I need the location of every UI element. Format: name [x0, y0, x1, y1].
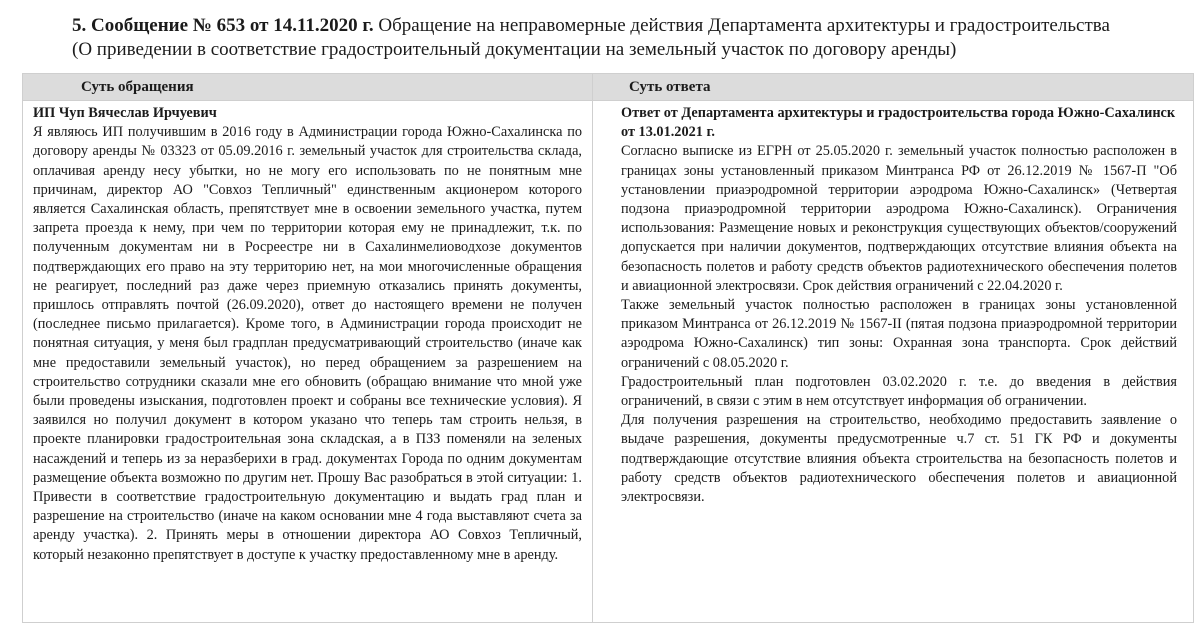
- response-paragraph: Согласно выписке из ЕГРН от 25.05.2020 г. земельный участок полностью расположен в границах зоны установленный приказом Минтранса РФ от 26.12.2019 № 1567-П "Об установлении приаэродромной территории аэродрома Южно-Сахалинск» (Четвертая подзона приаэродромной территории аэродрома Южно-Сахалинск). Ограничения использования: Размещение новых и реконструкция существующих объектов/сооружений допускается при наличии документов, подтверждающих отсутствие влияния объекта на безопасность полетов и работу средств объектов радиотехнического обеспечения полетов и авиационной электросвязи. Срок действия ограничений с 22.04.2020 г.: [621, 143, 1177, 294]
- response-body: [593, 101, 1193, 507]
- appeal-author: ИП Чуп Вячеслав Ирчуевич: [33, 105, 217, 121]
- message-subject: Обращение на неправомерные действия Департамента архитектуры и градостроительства: [373, 15, 1110, 36]
- response-column-heading: Суть ответа: [593, 74, 1193, 101]
- appeal-column: [23, 74, 593, 622]
- response-paragraph: Градостроительный план подготовлен 03.02.2020 г. т.е. до введения в действия ограничений, в связи с этим в нем отсутствует информация об ограничении.: [621, 373, 1177, 410]
- appeal-table: [22, 73, 1194, 623]
- appeal-text: Я являюсь ИП получившим в 2016 году в Администрации города Южно-Сахалинска по договору аренды № 03323 от 05.09.2016 г. земельный участок для строительства склада, оплачивая аренду несу убытки, но не могу его использовать по не понятным мне причинам, директор АО "Совхоз Тепличный" единственным акционером которого является Сахалинская область, препятствует мне в освоении земельного участка, путем запрета проезда к нему, при чем по территории которая ему не принадлежит, т.к. по полученным документам ни в Росреестре ни в Сахалинмелиоводхозе документов подтверждающих его право на эту территорию нет, на мои многочисленные обращения не реагирует, последний раз даже через приемную отказались принять документы, пришлось отправлять почтой (26.09.2020), ответ до настоящего времени не получен (последнее письмо прилагается). Кроме того, в Администрации города происходит не понятная ситуация, у меня был градплан предусматривающий строительство (иначе как мне предоставили земельный участок), но перед обращением за разрешением на строительство сотрудники сказали мне его обновить (обращаю внимание что мной уже были проведены изыскания, подготовлен проект и собраны все технические условия). Я заявился но получил документ в котором указано что теперь там строить нельзя, в проекте планировки градостроительная зона складская, а в ПЗЗ поменяли на зеленых насаждений и теперь из за неразберихи в град. документах Города по одним документам размещение объекта возможно по другим нет. Прошу Вас разобраться в этой ситуации: 1. Привести в соответствие градостроительную документацию и выдать град план и разрешение на строительство (иначе на каком основании мне 4 года выставляют счета за аренду участка). 2. Принять меры в отношении директора АО Совхоз Тепличный, который незаконно препятствует в доступе к участку предоставленному мне в аренду.: [33, 124, 582, 563]
- response-paragraph: Также земельный участок полностью расположен в границах зоны установленной приказом Минтранса от 26.12.2019 № 1567-II (пятая подзона приаэродромной территории аэродрома Южно-Сахалинск) тип зоны: Охранная зона транспорта. Срок действий ограничений с 08.05.2020 г.: [621, 297, 1177, 371]
- message-subtitle: (О приведении в соответствие градостроительный документации на земельный участок по договору аренды): [72, 39, 957, 60]
- message-header: [72, 14, 1187, 62]
- appeal-body: [23, 101, 592, 565]
- response-paragraph: Для получения разрешения на строительство, необходимо предоставить заявление о выдаче разрешения, документы предусмотренные ч.7 ст. 51 ГК РФ и документы подтверждающие отсутствие влияния объекта строительства на безопасность полетов и работу средств объектов радиотехнического обеспечения полетов и авиационной электросвязи.: [621, 412, 1177, 506]
- response-lead: Ответ от Департамента архитектуры и градостроительства города Южно-Сахалинск от 13.01.2021 г.: [621, 105, 1176, 141]
- appeal-column-heading: Суть обращения: [23, 74, 592, 101]
- response-column: [593, 74, 1193, 622]
- message-number-date: 5. Сообщение № 653 от 14.11.2020 г.: [72, 15, 374, 36]
